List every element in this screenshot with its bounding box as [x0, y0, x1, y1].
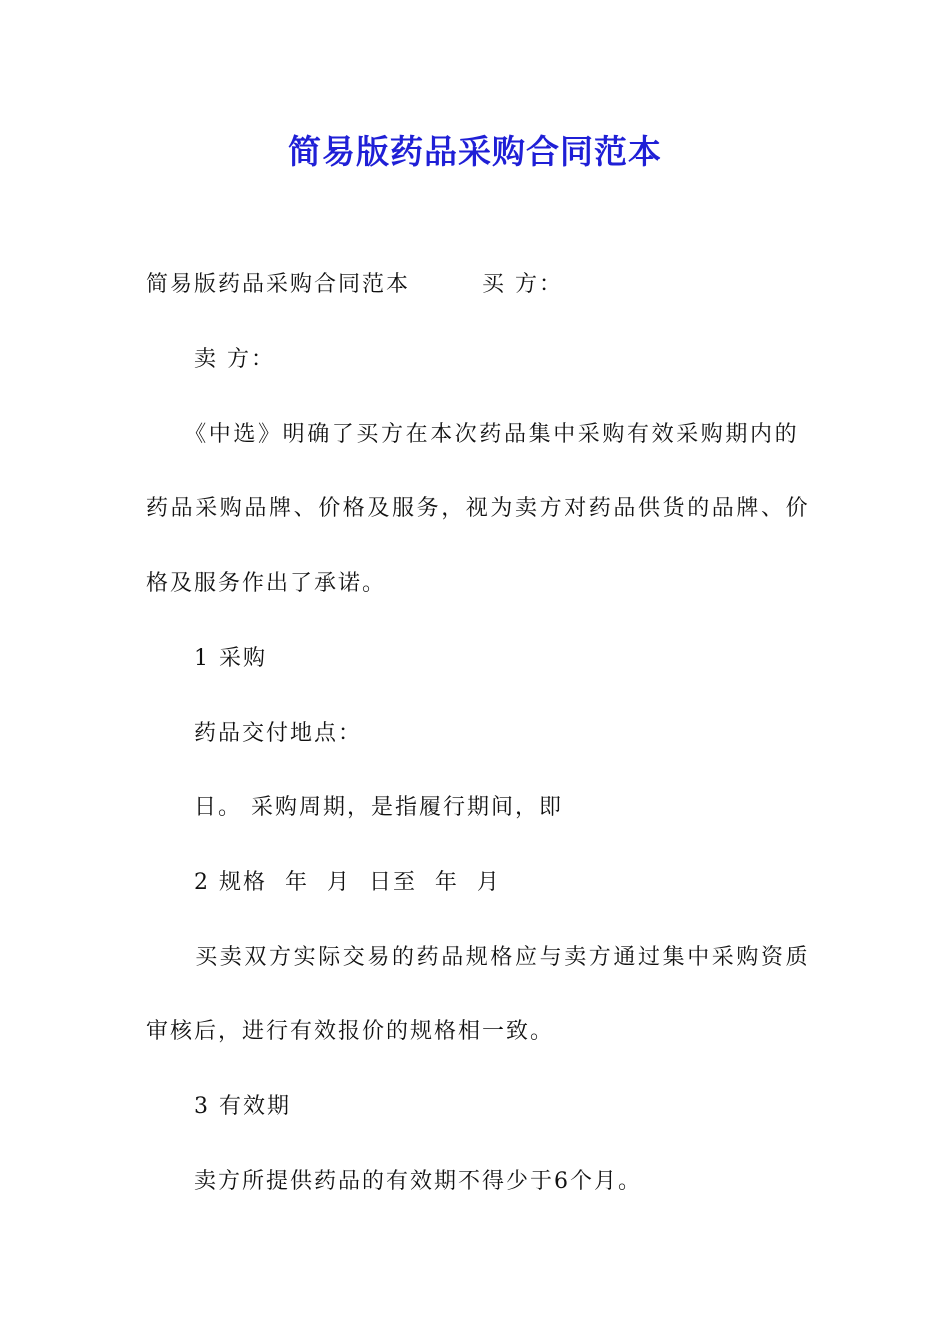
- text-line-paragraph: 药品采购品牌、价格及服务，视为卖方对药品供货的品牌、价: [146, 496, 811, 521]
- text-line-delivery-location: 药品交付地点：: [146, 721, 363, 746]
- text-line-seller: 卖 方：: [146, 347, 275, 372]
- text-line-procurement-period: 日。 采购周期，是指履行期间，即: [146, 795, 563, 820]
- text-line-paragraph: 买卖双方实际交易的药品规格应与卖方通过集中采购资质: [146, 945, 811, 970]
- text-line-paragraph: 格及服务作出了承诺。: [146, 571, 387, 596]
- text-line-validity: 卖方所提供药品的有效期不得少于6个月。: [146, 1169, 642, 1194]
- section-heading-validity: 3 有效期: [146, 1094, 291, 1119]
- text-line-paragraph: 《中选》明确了买方在本次药品集中采购有效采购期内的: [146, 422, 800, 447]
- section-heading-procurement: 1 采购: [146, 646, 267, 671]
- text-line-paragraph: 审核后，进行有效报价的规格相一致。: [146, 1019, 555, 1044]
- text-line-header: 简易版药品采购合同范本 买 方：: [146, 272, 563, 297]
- document-title: 简易版药品采购合同范本: [288, 132, 662, 171]
- section-heading-specification: 2 规格 年 月 日至 年 月: [146, 870, 501, 895]
